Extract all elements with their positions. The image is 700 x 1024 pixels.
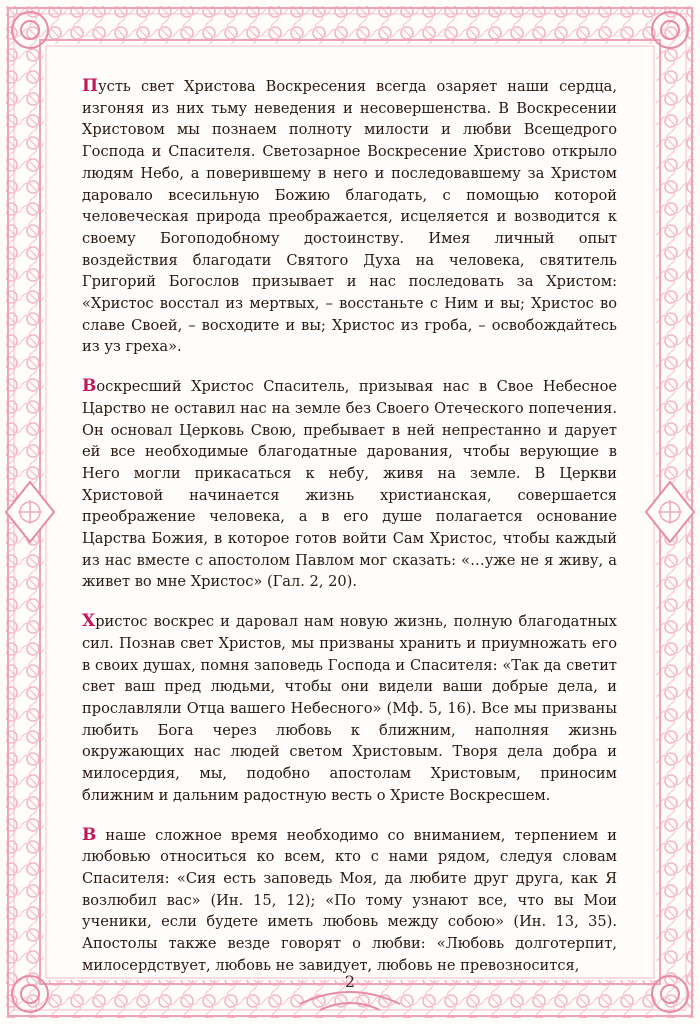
drop-initial: В <box>82 824 97 845</box>
drop-initial: Х <box>82 611 96 632</box>
paragraph <box>82 376 617 593</box>
paragraph-text: наше сложное время необходимо со вниманием, терпением и любовью относиться ко всем, кто с нами рядом, следуя словам Спасителя: «Сия есть заповедь Моя, да любите друг друга, как Я возлюбил вас» (Ин. 15, 12); «По тому узнают все, что вы Мои ученики, если будете иметь любовь между собою» (Ин. 13, 35). Апостолы также везде говорят о любви: «Любовь долготерпит, милосердствует, любовь не завидует, любовь не превозносится, <box>82 826 617 974</box>
paragraph <box>82 611 617 806</box>
body-text <box>82 76 617 994</box>
paragraph <box>82 825 617 977</box>
drop-initial: П <box>82 76 99 96</box>
paragraph <box>82 76 617 358</box>
paragraph-text: усть свет Христова Воскресения всегда озаряет наши сердца, изгоняя из них тьму неведения и несовершенства. В Воскресении Христовом мы познаем полноту милости и любви Всещедрого Господа и Спасителя. Светозарное Воскресение Христово открыло людям Небо, а поверившему в него и последовавшему за Христом даровало всесильную Божию благодать, с помощью которой человеческая природа преображается, исцеляется и возводится к своему Богоподобному достоинству. Имея личный опыт воздействия благодати Святого Духа на человека, святитель Григорий Богослов призывает и нас последовать за Христом: «Христос восстал из мертвых, – восстаньте с Ним и вы; Христос во славе Своей, – восходите и вы; Христос из гроба, – освобождайтесь из уз греха». <box>82 78 617 356</box>
drop-initial: В <box>82 376 97 397</box>
page-number: 2 <box>344 972 356 991</box>
paragraph-text: оскресший Христос Спаситель, призывая нас в Свое Небесное Царство не оставил нас на земле без Своего Отеческого попечения. Он основал Церковь Свою, пребывает в ней непрестанно и дарует ей все необходимые благодатные дарования, чтобы верующие в Него могли прикасаться к небу, живя на земле. В Церкви Христовой начинается жизнь христианская, совершается преображение человека, а в его душе полагается основание Царства Божия, в которое готов войти Сам Христос, чтобы каждый из нас вместе с апостолом Павлом мог сказать: «…уже не я живу, а живет во мне Христос» (Гал. 2, 20). <box>82 378 617 591</box>
paragraph-text: ристос воскрес и даровал нам новую жизнь, полную благодатных сил. Познав свет Христов, мы призваны хранить и приумножать его в своих душах, помня заповедь Господа и Спасителя: «Так да светит свет ваш пред людьми, чтобы они видели ваши добрые дела, и прославляли Отца вашего Небесного» (Мф. 5, 16). Все мы призваны любить Бога через любовь к ближним, наполняя жизнь окружающих нас людей светом Христовым. Творя дела добра и милосердия, мы, подобно апостолам Христовым, приносим ближним и дальним радостную весть о Христе Воскресшем. <box>82 613 617 804</box>
